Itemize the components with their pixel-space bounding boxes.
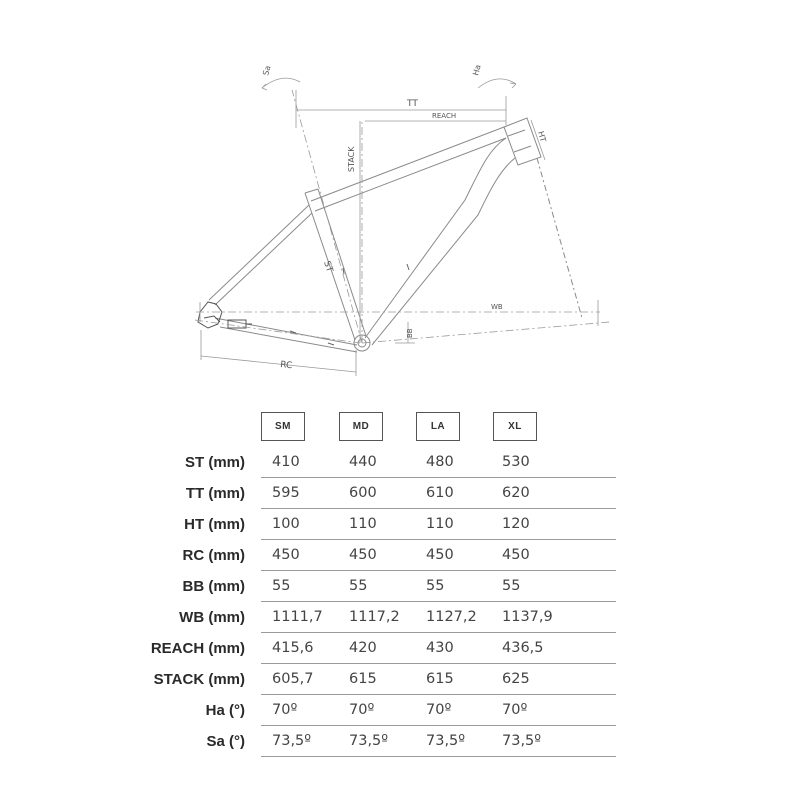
cell-value: 120 xyxy=(502,516,530,532)
cell-value: 55 xyxy=(349,578,368,594)
table-row-ha xyxy=(0,695,800,726)
fork-line xyxy=(537,158,582,318)
seat-angle-line xyxy=(292,90,362,343)
frame-geometry-diagram xyxy=(0,0,800,390)
cell-value: 440 xyxy=(349,454,377,470)
table-row-stack xyxy=(0,664,800,695)
reach-label: REACH xyxy=(432,112,457,120)
cell-value: 110 xyxy=(426,516,454,532)
table-row-reach xyxy=(0,633,800,664)
cell-value: 1111,7 xyxy=(272,609,323,625)
cell-value: 410 xyxy=(272,454,300,470)
cell-value: 70º xyxy=(426,702,452,718)
cell-value: 450 xyxy=(272,547,300,563)
table-row-st xyxy=(0,447,800,478)
cell-value: 1127,2 xyxy=(426,609,477,625)
cell-value: 625 xyxy=(502,671,530,687)
size-tab-md[interactable]: MD xyxy=(339,412,383,441)
rc-dimension xyxy=(201,356,356,372)
cell-value: 420 xyxy=(349,640,377,656)
table-row-sa xyxy=(0,726,800,757)
table-row-bb xyxy=(0,571,800,602)
top-tube xyxy=(311,127,506,211)
cell-value: 595 xyxy=(272,485,300,501)
rear-dropout xyxy=(198,302,252,328)
cell-value: 73,5º xyxy=(272,733,312,749)
ht-label: HT xyxy=(536,130,548,144)
sa-label: Sa xyxy=(261,64,273,77)
cell-value: 55 xyxy=(272,578,291,594)
cell-value: 530 xyxy=(502,454,530,470)
table-row-rc xyxy=(0,540,800,571)
cell-value: 450 xyxy=(502,547,530,563)
st-label: ST xyxy=(321,259,335,274)
table-row-ht xyxy=(0,509,800,540)
ha-label: Ha xyxy=(471,63,483,77)
size-tab-la[interactable]: LA xyxy=(416,412,460,441)
row-label: ST (mm) xyxy=(185,454,245,471)
cell-value: 600 xyxy=(349,485,377,501)
cell-value: 615 xyxy=(426,671,454,687)
table-row-tt xyxy=(0,478,800,509)
row-label: HT (mm) xyxy=(184,516,245,533)
down-tube xyxy=(365,138,515,345)
cell-value: 415,6 xyxy=(272,640,314,656)
row-label: BB (mm) xyxy=(182,578,245,595)
row-label: Sa (°) xyxy=(206,733,245,750)
row-label: REACH (mm) xyxy=(150,640,245,657)
bb-label: BB xyxy=(406,328,414,338)
seat-tube xyxy=(305,189,366,340)
row-label: STACK (mm) xyxy=(153,671,245,688)
row-label: RC (mm) xyxy=(182,547,245,564)
cell-value: 70º xyxy=(272,702,298,718)
head-tube xyxy=(504,118,541,165)
cell-value: 100 xyxy=(272,516,300,532)
seat-stay xyxy=(209,205,312,305)
size-tab-sm[interactable]: SM xyxy=(261,412,305,441)
cell-value: 620 xyxy=(502,485,530,501)
cell-value: 605,7 xyxy=(272,671,314,687)
cell-value: 1117,2 xyxy=(349,609,400,625)
row-divider xyxy=(261,756,616,757)
row-label: TT (mm) xyxy=(185,485,245,502)
stack-label: STACK xyxy=(347,146,356,172)
row-label: Ha (°) xyxy=(205,702,245,719)
cell-value: 610 xyxy=(426,485,454,501)
rc-label: RC xyxy=(279,360,293,372)
cell-value: 73,5º xyxy=(502,733,542,749)
cell-value: 436,5 xyxy=(502,640,544,656)
cell-value: 73,5º xyxy=(426,733,466,749)
cell-value: 450 xyxy=(426,547,454,563)
size-tab-xl[interactable]: XL xyxy=(493,412,537,441)
cell-value: 70º xyxy=(502,702,528,718)
row-label: WB (mm) xyxy=(179,609,245,626)
tt-label: TT xyxy=(407,99,418,109)
wb-label: WB xyxy=(491,303,503,311)
cell-value: 70º xyxy=(349,702,375,718)
cell-value: 1137,9 xyxy=(502,609,553,625)
cell-value: 430 xyxy=(426,640,454,656)
cell-value: 73,5º xyxy=(349,733,389,749)
cell-value: 55 xyxy=(426,578,445,594)
cell-value: 615 xyxy=(349,671,377,687)
cell-value: 450 xyxy=(349,547,377,563)
geometry-table xyxy=(0,447,800,757)
chain-stay xyxy=(215,318,357,352)
cell-value: 480 xyxy=(426,454,454,470)
cell-value: 110 xyxy=(349,516,377,532)
sa-arc xyxy=(262,78,300,88)
cell-value: 55 xyxy=(502,578,521,594)
table-row-wb xyxy=(0,602,800,633)
